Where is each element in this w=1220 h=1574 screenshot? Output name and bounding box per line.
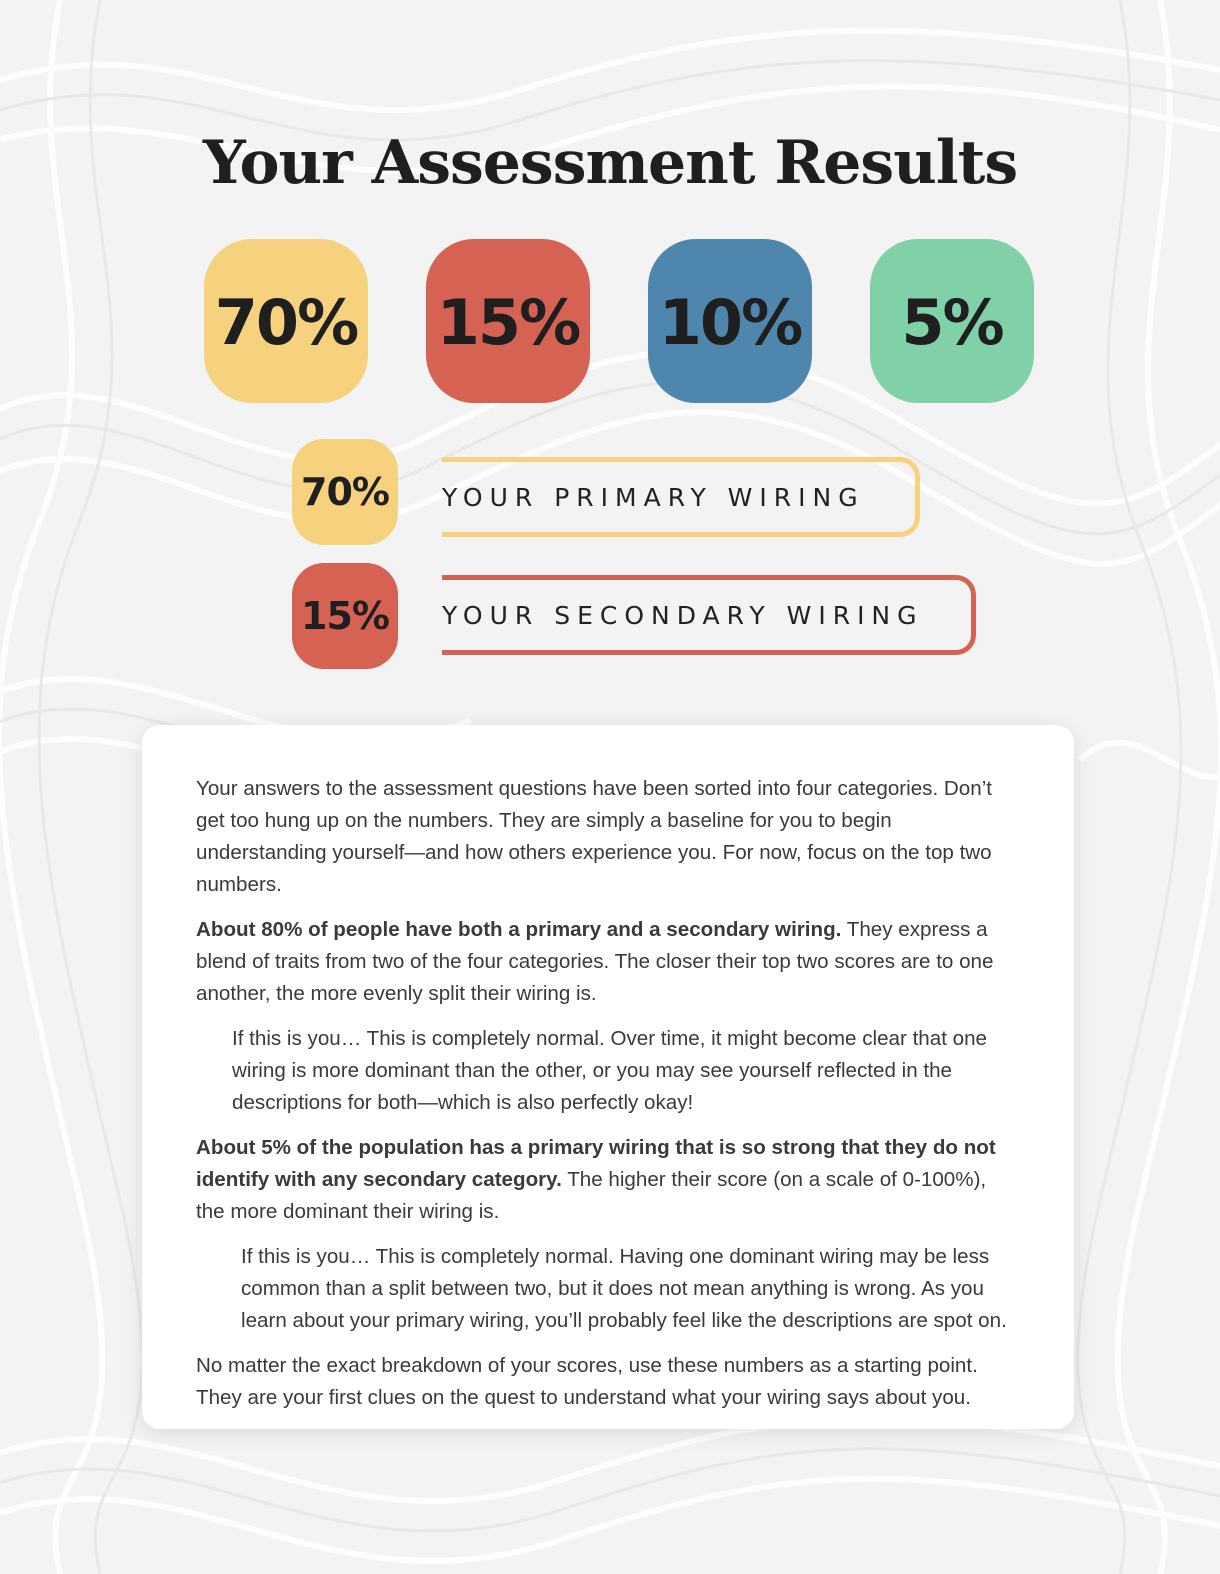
paragraph-primary-secondary xyxy=(196,914,1018,1010)
primary-wiring-score-badge xyxy=(292,439,398,545)
paragraph-if-dominant: If this is you… This is completely normal. Having one dominant wiring may be less common than a split between two, but it does not mean anything is wrong. As you learn about your primary wiring, you’ll probably feel like the descriptions are spot on. xyxy=(241,1245,1007,1332)
score-value: 5% xyxy=(901,285,1003,359)
paragraph-primary-secondary-bold: About 80% of people have both a primary and a secondary wiring. xyxy=(196,918,842,941)
paragraph-primary-secondary-text: They express a blend of traits from two of the four categories. The closer their top two scores are to one another, the more evenly split their wiring is. xyxy=(196,918,994,1005)
primary-wiring-label: YOUR PRIMARY WIRING xyxy=(442,482,865,512)
score-badge-green xyxy=(870,239,1034,403)
results-explanation-card xyxy=(142,725,1074,1429)
page-title: Your Assessment Results xyxy=(202,128,1018,198)
score-badge-yellow xyxy=(204,239,368,403)
primary-wiring-row xyxy=(292,439,922,547)
paragraph-dominant-text: The higher their score (on a scale of 0-100%), the more dominant their wiring is. xyxy=(196,1168,987,1223)
paragraph-conclusion: No matter the exact breakdown of your scores, use these numbers as a starting point. They are your first clues on the quest to understand what your wiring says about you. xyxy=(196,1354,978,1409)
paragraph-if-split: If this is you… This is completely normal. Over time, it might become clear that one wiring is more dominant than the other, or you may see yourself reflected in the descriptions for both—which is also perfectly okay! xyxy=(232,1027,988,1114)
score-badge-red xyxy=(426,239,590,403)
paragraph-dominant xyxy=(196,1132,1018,1228)
score-value: 15% xyxy=(436,285,580,359)
secondary-wiring-row xyxy=(292,563,982,671)
score-badge-blue xyxy=(648,239,812,403)
score-value: 70% xyxy=(214,285,358,359)
secondary-wiring-score-badge xyxy=(292,563,398,669)
secondary-wiring-label-box xyxy=(442,575,976,655)
paragraph-intro: Your answers to the assessment questions have been sorted into four categories. Don’t get too hung up on the numbers. They are simply a baseline for you to begin understanding yourself—and how others experience you. For now, focus on the top two numbers. xyxy=(196,777,992,896)
score-value: 10% xyxy=(658,285,802,359)
secondary-wiring-score: 15% xyxy=(301,594,389,638)
primary-wiring-score: 70% xyxy=(301,470,389,514)
secondary-wiring-label: YOUR SECONDARY WIRING xyxy=(442,600,924,630)
primary-wiring-label-box xyxy=(442,457,920,537)
paragraph-dominant-bold: About 5% of the population has a primary wiring that is so strong that they do not identify with any secondary category. xyxy=(196,1136,996,1191)
